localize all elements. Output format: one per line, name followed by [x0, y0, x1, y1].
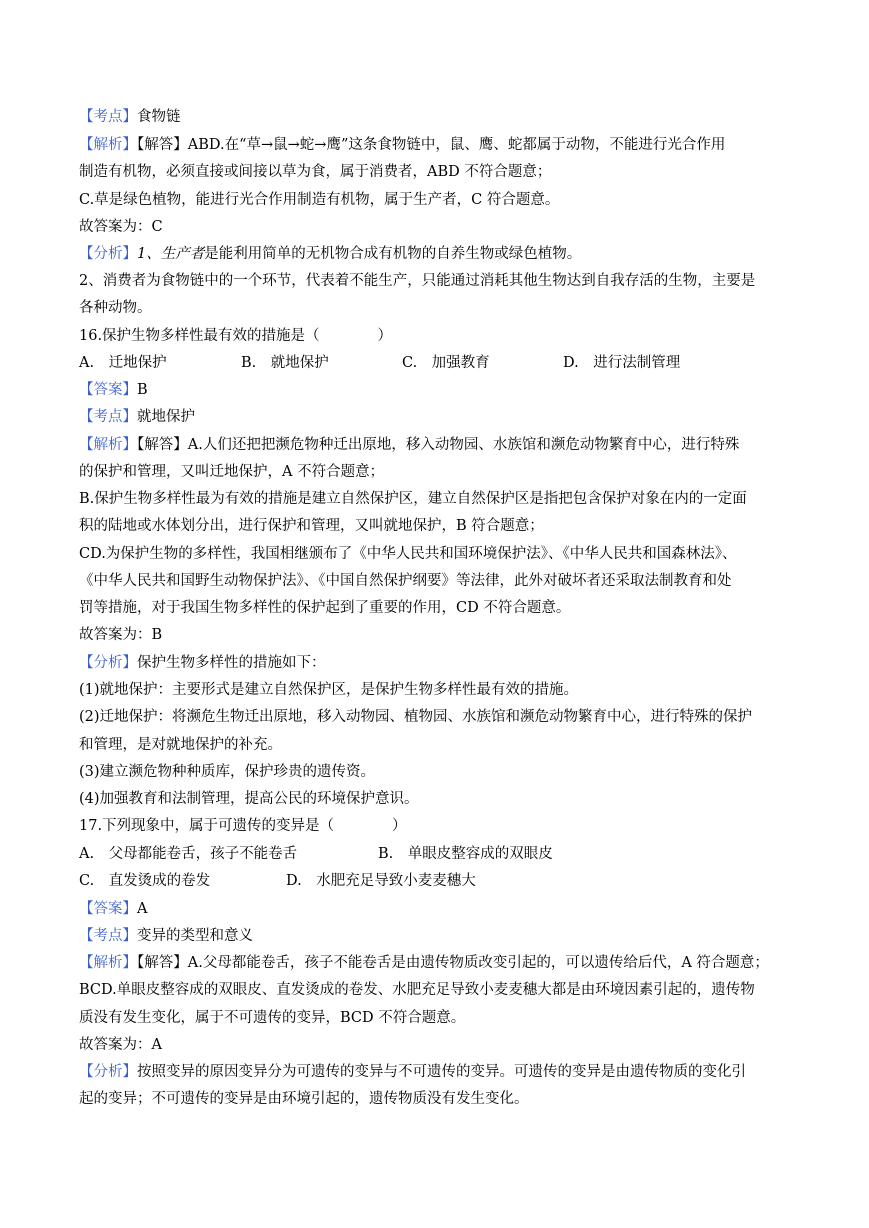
q17-answer	[79, 899, 839, 919]
fenxi-producer-term: 1、生产者	[137, 246, 205, 262]
q17-option-b: B. 单眼皮整容成的双眼皮	[378, 846, 553, 862]
q17-options-row-1	[79, 844, 839, 864]
q17-kaodian	[79, 926, 839, 946]
fenxi-text: 按照变异的原因变异分为可遗传的变异与不可遗传的变异。可遗传的变异是由遗传物质的变化引	[137, 1064, 746, 1080]
q16-option-d: D. 进行法制管理	[563, 355, 681, 371]
q17-fenxi-line-1	[79, 1062, 839, 1082]
q16-fenxi-line-5: (3)建立濒危物种种质库，保护珍贵的遗传资。	[79, 764, 376, 780]
q17-options-row-2	[79, 871, 839, 891]
q16-options	[79, 353, 839, 373]
q16-fenxi-line-1	[79, 653, 839, 673]
jiexi-text: 【解答】ABD.在“草→鼠→蛇→鹰”这条食物链中，鼠、鹰、蛇都属于动物，不能进行光合作用	[137, 137, 726, 153]
q15-jiexi-line-4: 故答案为：C	[79, 219, 163, 235]
fenxi-tag: 【分析】	[79, 246, 137, 262]
q15-fenxi-line-2: 2、消费者为食物链中的一个环节，代表着不能生产，只能通过消耗其他生物达到自我存活的生物，主要是	[79, 273, 756, 289]
q16-jiexi-line-2: 的保护和管理，又叫迁地保护，A 不符合题意；	[79, 464, 385, 480]
q15-fenxi-line-3: 各种动物。	[79, 300, 152, 316]
jiexi-tag: 【解析】	[79, 137, 137, 153]
jiexi-text: 【解答】A.父母都能卷舌，孩子不能卷舌是由遗传物质改变引起的，可以遗传给后代，A 符合题意；	[137, 955, 769, 971]
kaodian-tag: 【考点】	[79, 409, 137, 425]
jiexi-text: 【解答】A.人们还把把濒危物种迁出原地，移入动物园、水族馆和濒危动物繁育中心，进行特殊	[137, 437, 740, 453]
q15-fenxi-line-1	[79, 244, 839, 264]
q16-jiexi-line-6: 《中华人民共和国野生动物保护法》、《中国自然保护纲要》等法律，此外对破坏者还采取法制教育和处	[79, 573, 732, 589]
answer-tag: 【答案】	[79, 382, 137, 398]
q16-fenxi-line-2: (1)就地保护：主要形式是建立自然保护区，是保护生物多样性最有效的措施。	[79, 682, 579, 698]
q16-jiexi-line-4: 积的陆地或水体划分出，进行保护和管理，又叫就地保护，B 符合题意；	[79, 518, 544, 534]
fenxi-tag: 【分析】	[79, 655, 137, 671]
q15-jiexi-line-3: C.草是绿色植物，能进行光合作用制造有机物，属于生产者，C 符合题意。	[79, 192, 560, 208]
jiexi-tag: 【解析】	[79, 955, 137, 971]
q15-kaodian	[79, 107, 839, 127]
q17-option-c: C. 直发烫成的卷发	[79, 873, 211, 889]
q16-option-a: A. 迁地保护	[79, 355, 167, 371]
q16-option-b: B. 就地保护	[241, 355, 329, 371]
kaodian-text: 食物链	[137, 109, 181, 125]
answer-text: A	[137, 901, 148, 917]
q17-jiexi-line-4: 故答案为：A	[79, 1037, 162, 1053]
q16-kaodian	[79, 407, 839, 427]
q16-jiexi-line-7: 罚等措施，对于我国生物多样性的保护起到了重要的作用，CD 不符合题意。	[79, 600, 571, 616]
kaodian-tag: 【考点】	[79, 928, 137, 944]
q16-fenxi-line-6: (4)加强教育和法制管理，提高公民的环境保护意识。	[79, 791, 419, 807]
answer-tag: 【答案】	[79, 901, 137, 917]
jiexi-tag: 【解析】	[79, 437, 137, 453]
q17-option-a: A. 父母都能卷舌，孩子不能卷舌	[79, 846, 298, 862]
kaodian-text: 变异的类型和意义	[137, 928, 253, 944]
q17-fenxi-line-2: 起的变异；不可遗传的变异是由环境引起的，遗传物质没有发生变化。	[79, 1091, 529, 1107]
q16-question: 16.保护生物多样性最有效的措施是（ ）	[79, 328, 393, 344]
q17-jiexi-line-2: BCD.单眼皮整容成的双眼皮、直发烫成的卷发、水肥充足导致小麦麦穗大都是由环境因素引起的，遗传物	[79, 982, 755, 998]
q15-jiexi-line-2: 制造有机物，必须直接或间接以草为食，属于消费者，ABD 不符合题意；	[79, 164, 552, 180]
fenxi-tag: 【分析】	[79, 1064, 137, 1080]
fenxi-text: 保护生物多样性的措施如下：	[137, 655, 326, 671]
q16-jiexi-line-1	[79, 435, 839, 455]
q16-answer	[79, 380, 839, 400]
q16-jiexi-line-5: CD.为保护生物的多样性，我国相继颁布了《中华人民共和国环境保护法》、《中华人民共和国森林法》、	[79, 546, 737, 562]
q15-jiexi-line-1	[79, 135, 839, 155]
q16-fenxi-line-4: 和管理，是对就地保护的补充。	[79, 737, 282, 753]
q16-option-c: C. 加强教育	[402, 355, 490, 371]
q16-jiexi-line-3: B.保护生物多样性最为有效的措施是建立自然保护区，建立自然保护区是指把包含保护对象在内的一定面	[79, 491, 747, 507]
q17-option-d: D. 水肥充足导致小麦麦穗大	[286, 873, 476, 889]
q16-fenxi-line-3: (2)迁地保护：将濒危生物迁出原地，移入动物园、植物园、水族馆和濒危动物繁育中心，进行特殊的保护	[79, 709, 753, 725]
fenxi-text: 是能利用简单的无机物合成有机物的自养生物或绿色植物。	[204, 246, 582, 262]
q17-jiexi-line-3: 质没有发生变化，属于不可遗传的变异，BCD 不符合题意。	[79, 1010, 466, 1026]
q16-jiexi-line-8: 故答案为：B	[79, 627, 163, 643]
kaodian-tag: 【考点】	[79, 109, 137, 125]
kaodian-text: 就地保护	[137, 409, 195, 425]
q17-question: 17.下列现象中，属于可遗传的变异是（ ）	[79, 818, 407, 834]
q17-jiexi-line-1	[79, 953, 839, 973]
answer-text: B	[137, 382, 148, 398]
